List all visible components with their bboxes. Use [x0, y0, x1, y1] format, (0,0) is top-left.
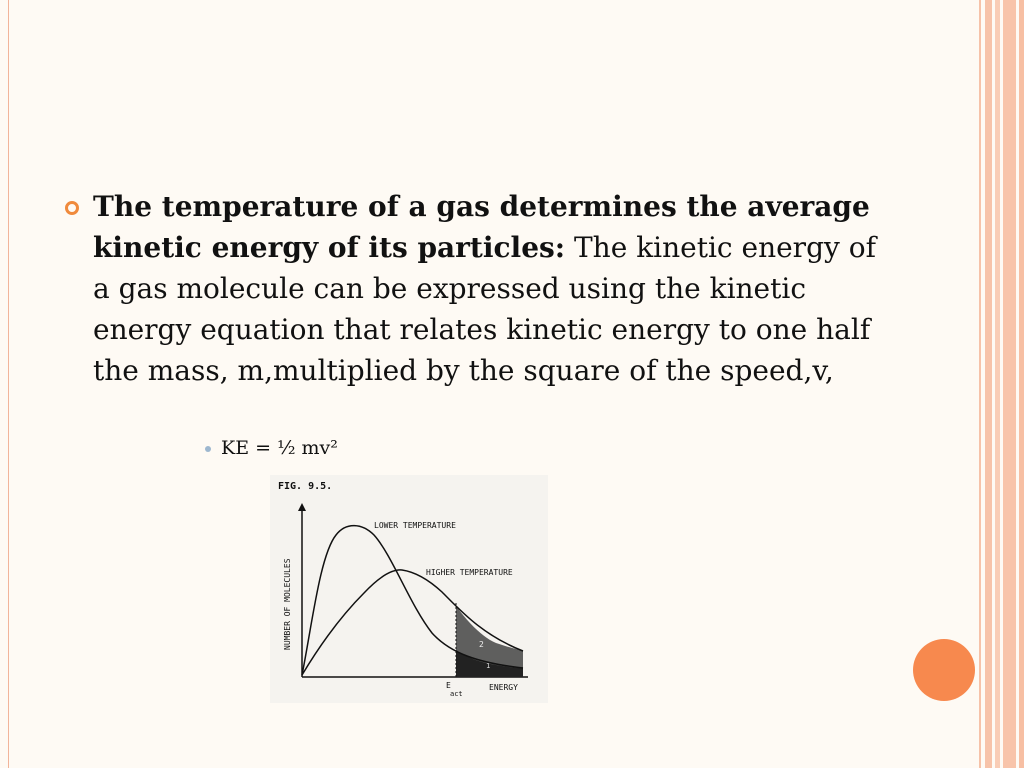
decor-stripe — [1019, 0, 1024, 768]
dot-bullet-icon — [205, 446, 211, 452]
label-lower-temperature: LOWER TEMPERATURE — [374, 521, 456, 530]
x-axis-label: ENERGY — [489, 683, 518, 692]
bullet-body-text: The kinetic energy of a gas molecule can be expressed using the kinetic energy equation that relates kinetic energy to one half the mass, m,multiplied by the square of the speed,v, — [93, 231, 876, 387]
region-label-1: 1 — [486, 662, 491, 670]
decor-stripe — [995, 0, 1000, 768]
slide-border-left — [8, 0, 9, 768]
decor-stripe — [1003, 0, 1016, 768]
maxwell-distribution-figure — [270, 475, 548, 703]
decor-stripe — [979, 0, 981, 768]
label-higher-temperature: HIGHER TEMPERATURE — [426, 568, 513, 577]
main-bullet — [62, 186, 882, 391]
ring-bullet-icon — [65, 201, 79, 215]
eact-subscript: act — [450, 690, 463, 698]
y-axis-arrow-icon — [298, 503, 306, 511]
eact-label: E — [446, 681, 451, 690]
y-axis-label: NUMBER OF MOLECULES — [283, 558, 292, 650]
bullet-text — [93, 186, 882, 391]
figure-label: FIG. 9.5. — [278, 481, 333, 492]
decor-orange-circle — [913, 639, 975, 701]
decor-stripe — [985, 0, 992, 768]
figure-svg — [270, 475, 548, 703]
equation-text: KE = ½ mv² — [221, 437, 338, 459]
bullet-bold-text: The temperature of a gas determines the average kinetic energy of its particles: — [93, 190, 870, 264]
sub-bullet — [205, 437, 338, 459]
region-label-2: 2 — [479, 640, 484, 649]
